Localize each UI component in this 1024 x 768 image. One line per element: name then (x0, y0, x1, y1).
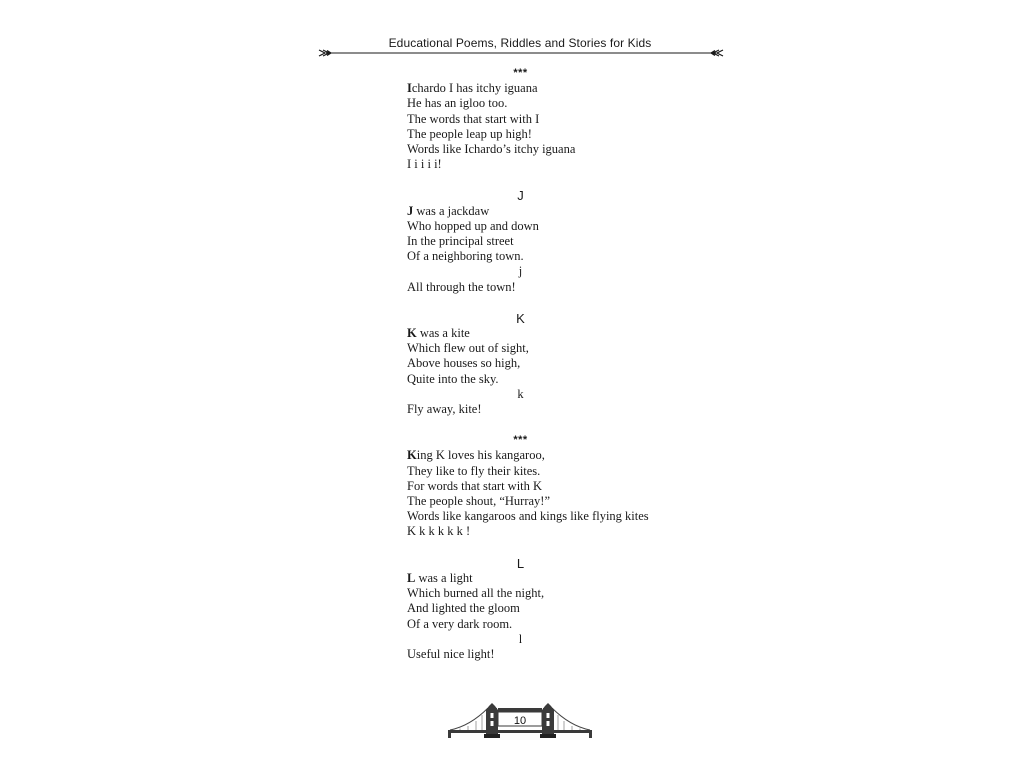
header-divider-ornament (318, 46, 724, 60)
section-divider-stars: *** (513, 67, 528, 79)
poem-initial: L (407, 570, 416, 585)
poem-line: Which flew out of sight, (407, 341, 529, 356)
poem-line: They like to fly their kites. (407, 463, 541, 478)
poem-section-i (407, 66, 737, 172)
poem-line-rest: was a light (415, 570, 473, 585)
poem-line-rest: was a jackdaw (413, 203, 490, 218)
poem-line: And lighted the gloom (407, 601, 520, 616)
poem-line: Of a very dark room. (407, 616, 513, 631)
poem-line-rest: was a kite (416, 326, 470, 341)
poem-line: Words like Ichardo’s itchy iguana (407, 142, 576, 157)
poem-line: He has an igloo too. (407, 96, 508, 111)
refrain-letter: k (517, 386, 524, 401)
section-heading-j: J (517, 188, 524, 204)
poem-line: The words that start with I (407, 111, 540, 126)
poem-line-rest: ing K loves his kangaroo, (416, 448, 545, 463)
poem-initial: I (407, 81, 412, 96)
poem-line (407, 81, 737, 96)
refrain-letter: l (518, 631, 523, 646)
poem-line: The people leap up high! (407, 126, 532, 141)
page-footer (448, 700, 592, 738)
poem-closing-line: All through the town! (407, 279, 516, 294)
poem-initial: K (407, 326, 417, 341)
poem-line: The people shout, “Hurray!” (407, 494, 550, 509)
poem-section-l (407, 556, 737, 662)
poem-line (407, 448, 737, 463)
poem-line (407, 326, 737, 341)
poem-line: Who hopped up and down (407, 218, 539, 233)
poem-initial: J (407, 203, 414, 218)
poem-line: Which burned all the night, (407, 586, 545, 601)
section-divider-stars: *** (513, 434, 528, 447)
poem-line (407, 571, 737, 586)
poem-line: For words that start with K (407, 478, 543, 493)
poem-line: Of a neighboring town. (407, 249, 524, 264)
refrain-letter: j (518, 264, 523, 279)
poem-line-rest: chardo I has itchy iguana (411, 81, 538, 96)
poem-line: In the principal street (407, 234, 514, 249)
poem-section-k (407, 311, 737, 417)
poem-closing-line: Useful nice light! (407, 646, 495, 661)
section-heading-k: K (516, 310, 525, 326)
poem-line: I i i i i! (407, 157, 442, 172)
section-heading-l: L (516, 555, 525, 571)
poem-section-k-second (407, 433, 737, 539)
page-number: 10 (513, 715, 527, 727)
running-header: Educational Poems, Riddles and Stories for Kids (388, 36, 652, 50)
poem-section-j (407, 188, 737, 294)
poem-line (407, 204, 737, 219)
poem-line: Words like kangaroos and kings like flying kites (407, 509, 649, 524)
poem-body (407, 66, 737, 662)
poem-initial: K (407, 448, 417, 463)
poem-closing-line: Fly away, kite! (407, 402, 482, 417)
poem-line: Above houses so high, (407, 356, 521, 371)
poem-line: K k k k k k ! (407, 524, 471, 539)
poem-line: Quite into the sky. (407, 371, 499, 386)
